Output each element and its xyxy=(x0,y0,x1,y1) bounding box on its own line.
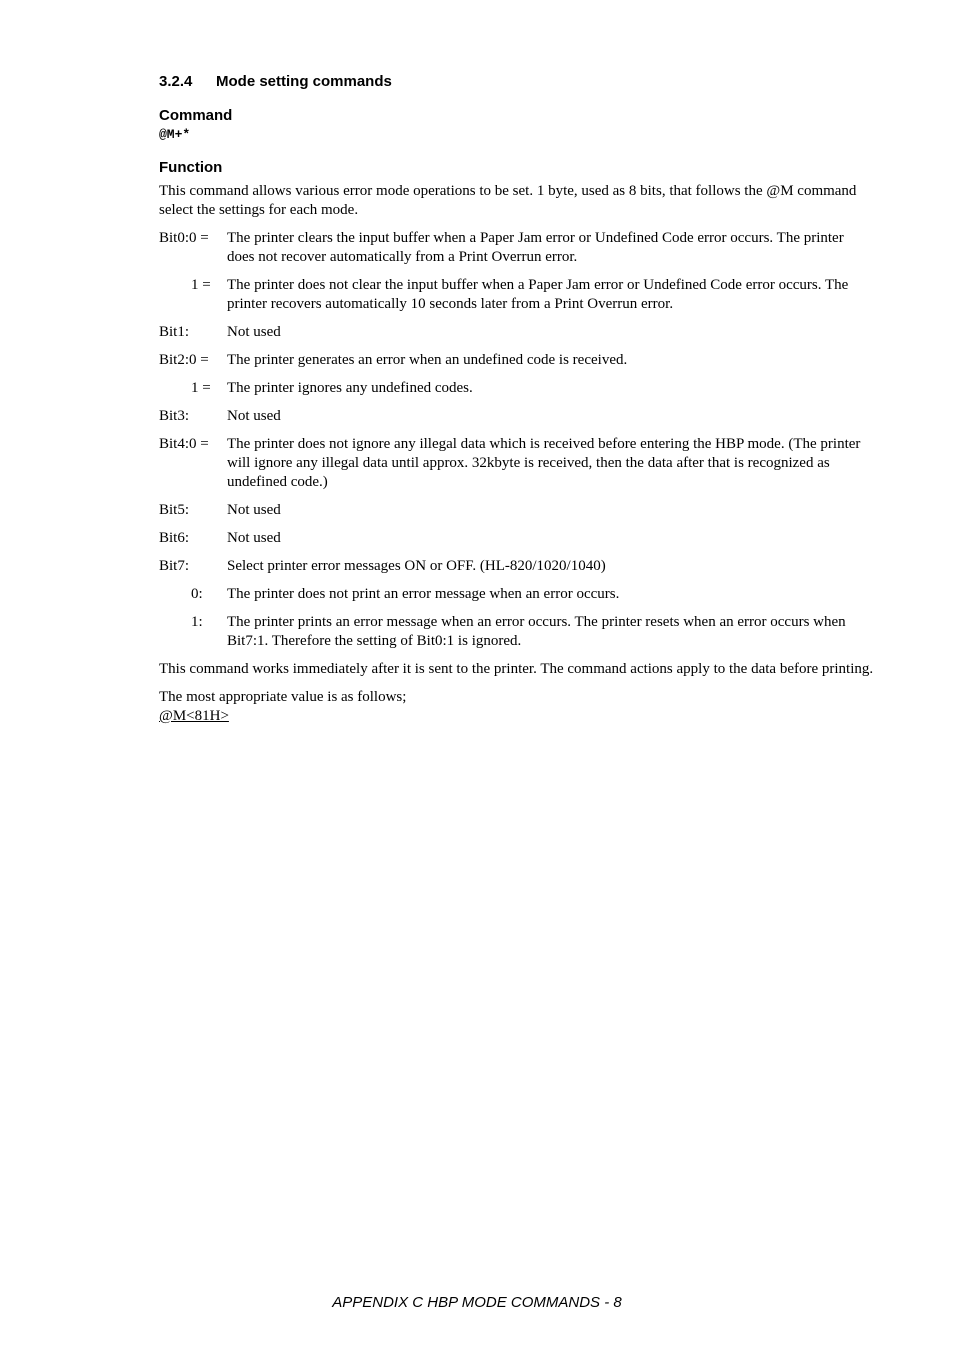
timing-note: This command works immediately after it is sent to the printer. The command actions apply to the data before printing. xyxy=(159,661,874,677)
bit-description: The printer ignores any undefined codes. xyxy=(227,380,473,396)
bit-description: The printer does not clear the input buffer when a Paper Jam error or Undefined Code error occurs. The printer recovers automatically 10 seconds later from a Print Overrun error. xyxy=(227,277,849,312)
bit-label: Bit6: xyxy=(159,530,190,546)
bit-label: Bit1: xyxy=(159,324,190,340)
bit-description: The printer does not ignore any illegal data which is received before entering the HBP mode. (The printer will ignore any illegal data until approx. 32kbyte is received, then the data after that is recognized as undefined code.) xyxy=(227,436,861,490)
bit-label: 0: xyxy=(191,586,203,602)
bit-label: Bit4:0 = xyxy=(159,436,209,452)
bit-label: 1 = xyxy=(191,277,211,293)
appropriate-value-intro: The most appropriate value is as follows; xyxy=(159,689,407,705)
bit-definition-row xyxy=(159,435,874,492)
document-page xyxy=(159,72,874,726)
bit-description: The printer generates an error when an undefined code is received. xyxy=(227,352,628,368)
bit-label: Bit0:0 = xyxy=(159,230,209,246)
bit-definition-row xyxy=(159,276,874,314)
bit-definition-row xyxy=(159,529,874,548)
command-heading: Command xyxy=(159,107,233,124)
function-intro: This command allows various error mode operations to be set. 1 byte, used as 8 bits, that follows the @M command select the settings for each mode. xyxy=(159,183,857,218)
appropriate-value: @M<81H> xyxy=(159,708,229,724)
bit-description: Not used xyxy=(227,530,281,546)
bit-description: Not used xyxy=(227,408,281,424)
bit-description: The printer clears the input buffer when a Paper Jam error or Undefined Code error occurs. The printer does not recover automatically from a Print Overrun error. xyxy=(227,230,844,265)
bit-definition-row xyxy=(159,557,874,576)
bit-label: Bit7: xyxy=(159,558,190,574)
bit-description: Select printer error messages ON or OFF. (HL-820/1020/1040) xyxy=(227,558,606,574)
bit-definition-row xyxy=(159,585,874,604)
bit-label: Bit5: xyxy=(159,502,190,518)
section-number: 3.2.4 xyxy=(159,73,193,90)
bit-description: Not used xyxy=(227,502,281,518)
section-heading xyxy=(159,72,874,92)
bit-definition-row xyxy=(159,379,874,398)
bit-label: Bit2:0 = xyxy=(159,352,209,368)
function-heading: Function xyxy=(159,159,223,176)
bit-definition-row xyxy=(159,229,874,267)
command-code: @M+* xyxy=(159,127,191,142)
bit-description: The printer prints an error message when an error occurs. The printer resets when an error occurs when Bit7:1. Therefore the setting of Bit0:1 is ignored. xyxy=(227,614,846,649)
bit-label: Bit3: xyxy=(159,408,190,424)
bit-description: Not used xyxy=(227,324,281,340)
page-footer: APPENDIX C HBP MODE COMMANDS - 8 xyxy=(332,1294,622,1311)
section-title: Mode setting commands xyxy=(216,73,392,90)
bit-label: 1: xyxy=(191,614,203,630)
bit-definition-row xyxy=(159,351,874,370)
bit-definition-row xyxy=(159,407,874,426)
bit-description: The printer does not print an error message when an error occurs. xyxy=(227,586,620,602)
bit-label: 1 = xyxy=(191,380,211,396)
bit-definition-row xyxy=(159,613,874,651)
bit-definition-row xyxy=(159,323,874,342)
bit-definition-row xyxy=(159,501,874,520)
